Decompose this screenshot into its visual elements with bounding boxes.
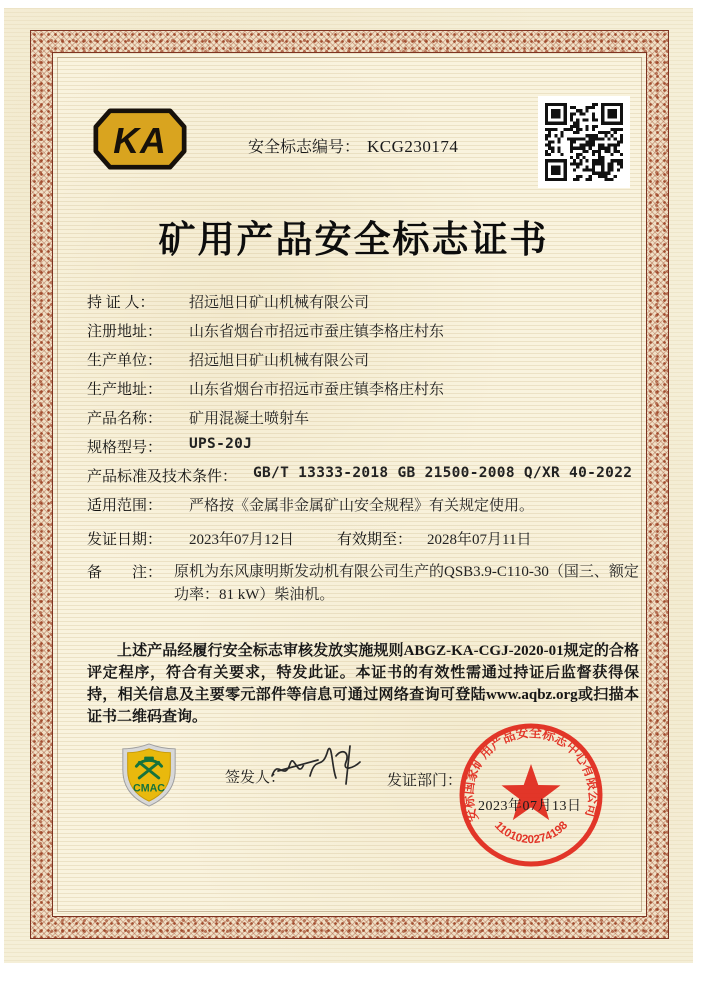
certificate-title: 矿用产品安全标志证书: [158, 220, 549, 261]
stamp-number: 1101020274198: [491, 819, 571, 847]
remark-label: 备 注：: [87, 565, 163, 581]
field-value: UPS-20J: [189, 436, 253, 452]
valid-until-value: 2028年07月11日: [427, 532, 532, 548]
field-row-manufacturer: [87, 349, 369, 370]
issue-date-row: [87, 528, 294, 549]
qr-code-icon: [545, 103, 623, 181]
svg-text:1101020274198: [492, 819, 571, 846]
field-value: 矿用混凝土喷射车: [189, 411, 310, 427]
remark-value: 原机为东风康明斯发动机有限公司生产的QSB3.9-C110-30（国三、额定功率：81 kW）柴油机。: [174, 564, 639, 603]
field-value: 山东省烟台市招远市蚕庄镇李格庄村东: [189, 324, 445, 340]
field-value: 招远旭日矿山机械有限公司: [189, 295, 370, 311]
field-row-reg-address: [87, 320, 444, 341]
field-row-prod-address: [87, 378, 444, 399]
field-value: 山东省烟台市招远市蚕庄镇李格庄村东: [189, 382, 445, 398]
field-label: 生产单位：: [87, 353, 163, 369]
ka-mark-icon: [93, 108, 187, 170]
field-label: 产品标准及技术条件：: [87, 469, 238, 485]
qr-code-box: [538, 96, 630, 188]
field-row-holder: [87, 291, 369, 312]
statement-paragraph: 上述产品经履行安全标志审核发放实施规则ABGZ-KA-CGJ-2020-01规定的合格评定程序，符合有关要求，特发此证。本证书的有效性需通过持证后监督获得保持，相关信息及主要零元部件等信息可通过网络查询可登陆www.aqbz.org或扫描本证书二维码查询。: [87, 643, 639, 725]
ka-mark-text: KA: [113, 121, 167, 162]
certificate-number-value: KCG230174: [367, 137, 459, 156]
field-label: 规格型号：: [87, 440, 163, 456]
field-value: 招远旭日矿山机械有限公司: [189, 353, 370, 369]
cmac-label: CMAC: [133, 782, 165, 795]
issue-date-value: 2023年07月12日: [189, 532, 295, 548]
field-label: 生产地址：: [87, 382, 163, 398]
certificate-number: [248, 134, 458, 157]
field-label: 注册地址：: [87, 324, 163, 340]
field-row-product-name: [87, 407, 309, 428]
field-row-scope: [87, 494, 534, 515]
stamp-ring-text: 安标国家矿用产品安全标志中心有限公司: [459, 723, 603, 824]
stamp-date: 2023年07月13日: [478, 799, 582, 814]
cmac-shield-icon: [117, 743, 181, 807]
field-label: 持 证 人：: [87, 295, 155, 311]
field-row-standards: [87, 465, 632, 486]
certificate-number-label: 安全标志编号：: [248, 139, 361, 156]
issue-date-label: 发证日期：: [87, 532, 163, 548]
valid-until-row: [337, 528, 531, 549]
signature: [262, 738, 374, 796]
field-label: 产品名称：: [87, 411, 163, 427]
valid-until-label: 有效期至：: [337, 532, 413, 548]
field-row-model: [87, 436, 252, 457]
field-value: GB/T 13333-2018 GB 21500-2008 Q/XR 40-2022: [253, 465, 633, 481]
dept-label: 发证部门：: [387, 773, 463, 789]
field-value: 严格按《金属非金属矿山安全规程》有关规定使用。: [189, 498, 535, 514]
remark-row: [87, 561, 652, 607]
field-label: 适用范围：: [87, 498, 163, 514]
signer-label: 签发人：: [225, 770, 286, 786]
